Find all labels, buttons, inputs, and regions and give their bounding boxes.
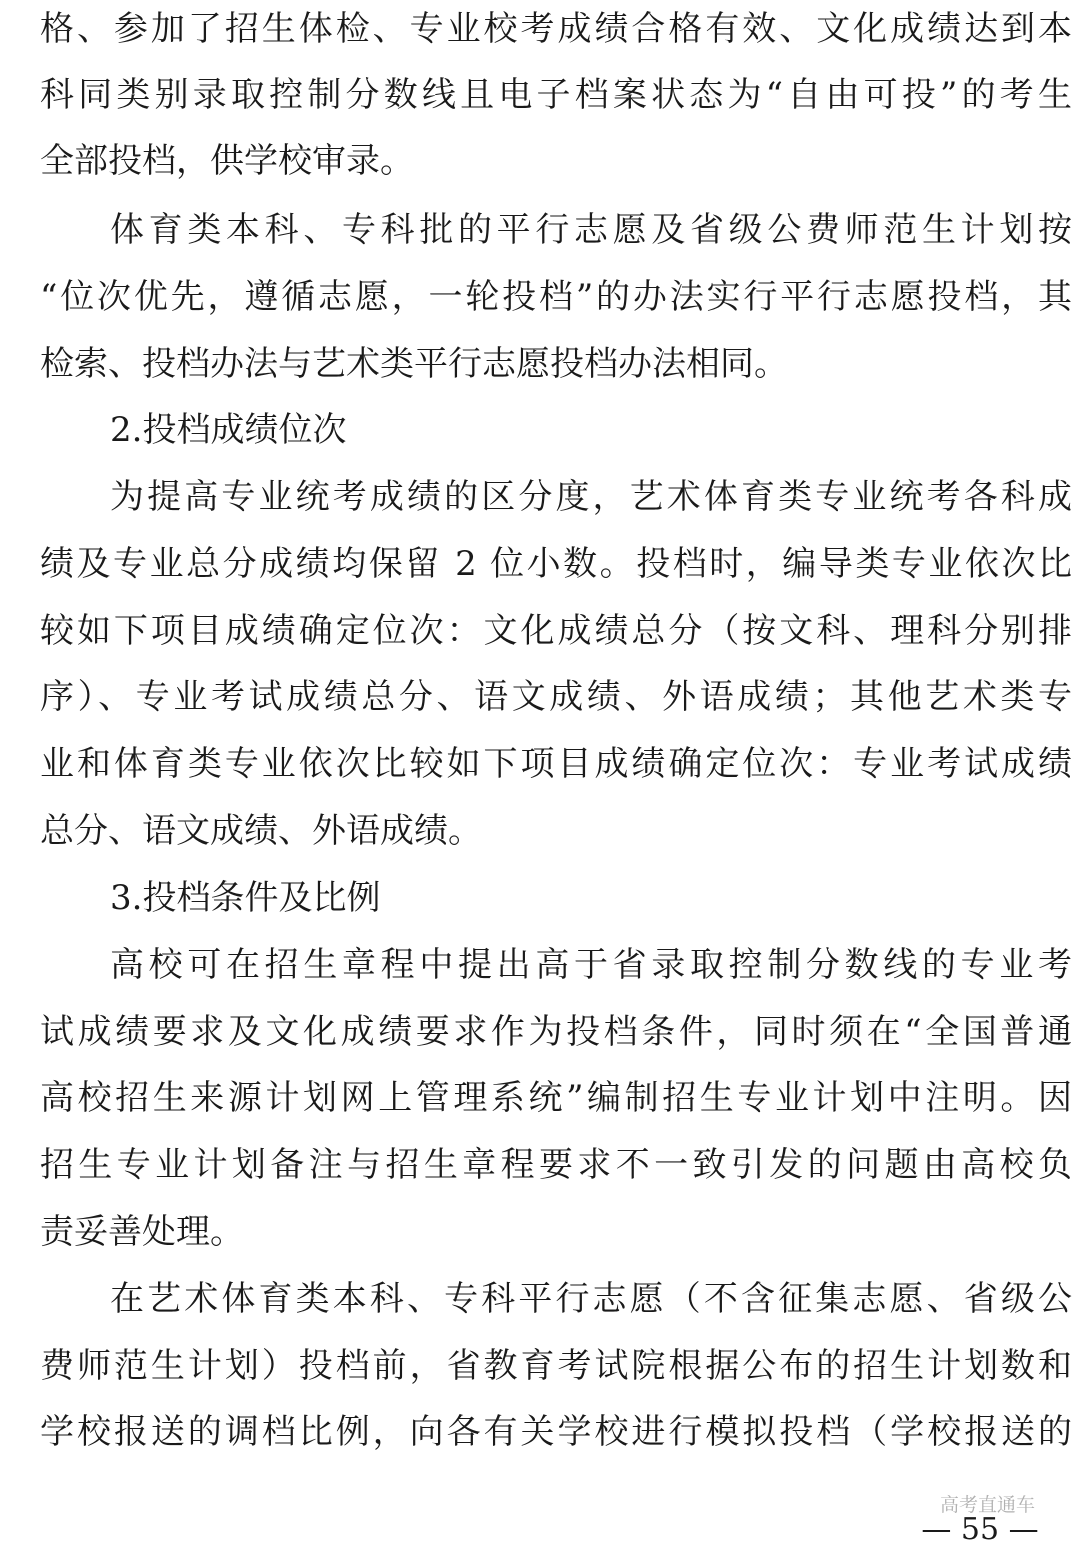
text-line: 全部投档，供学校审录。 [40, 141, 414, 181]
text-line: 业和体育类专业依次比较如下项目成绩确定位次：专业考试成绩 [40, 744, 1072, 784]
text-line: 责妥善处理。 [40, 1212, 244, 1252]
text-line: 检索、投档办法与艺术类平行志愿投档办法相同。 [40, 344, 788, 384]
text-line: 在艺术体育类本科、专科平行志愿（不含征集志愿、省级公 [110, 1279, 1072, 1319]
page-number: — 55 — [921, 1512, 1039, 1547]
text-line: 费师范生计划）投档前，省教育考试院根据公布的招生计划数和 [40, 1346, 1072, 1386]
section-heading: 2.投档成绩位次 [110, 410, 347, 450]
watermark: 高考直通车 [940, 1494, 1036, 1516]
text-line: 体育类本科、专科批的平行志愿及省级公费师范生计划按 [110, 210, 1072, 250]
text-line: 为提高专业统考成绩的区分度，艺术体育类专业统考各科成 [110, 477, 1072, 517]
text-line: 格、参加了招生体检、专业校考成绩合格有效、文化成绩达到本 [40, 9, 1072, 49]
text-line: “位次优先，遵循志愿，一轮投档”的办法实行平行志愿投档，其 [40, 277, 1072, 317]
text-line: 总分、语文成绩、外语成绩。 [40, 811, 482, 851]
text-line: 高校招生来源计划网上管理系统”编制招生专业计划中注明。因 [40, 1078, 1072, 1118]
text-line: 序）、专业考试成绩总分、语文成绩、外语成绩；其他艺术类专 [40, 677, 1072, 717]
text-line: 科同类别录取控制分数线且电子档案状态为“自由可投”的考生 [40, 75, 1072, 115]
text-line: 绩及专业总分成绩均保留 2 位小数。投档时，编导类专业依次比 [40, 544, 1072, 584]
text-line: 学校报送的调档比例，向各有关学校进行模拟投档（学校报送的 [40, 1412, 1072, 1452]
text-line: 高校可在招生章程中提出高于省录取控制分数线的专业考 [110, 945, 1072, 985]
section-heading: 3.投档条件及比例 [110, 878, 381, 918]
text-line: 试成绩要求及文化成绩要求作为投档条件，同时须在“全国普通 [40, 1012, 1072, 1052]
text-line: 较如下项目成绩确定位次：文化成绩总分（按文科、理科分别排 [40, 611, 1072, 651]
text-line: 招生专业计划备注与招生章程要求不一致引发的问题由高校负 [40, 1145, 1072, 1185]
